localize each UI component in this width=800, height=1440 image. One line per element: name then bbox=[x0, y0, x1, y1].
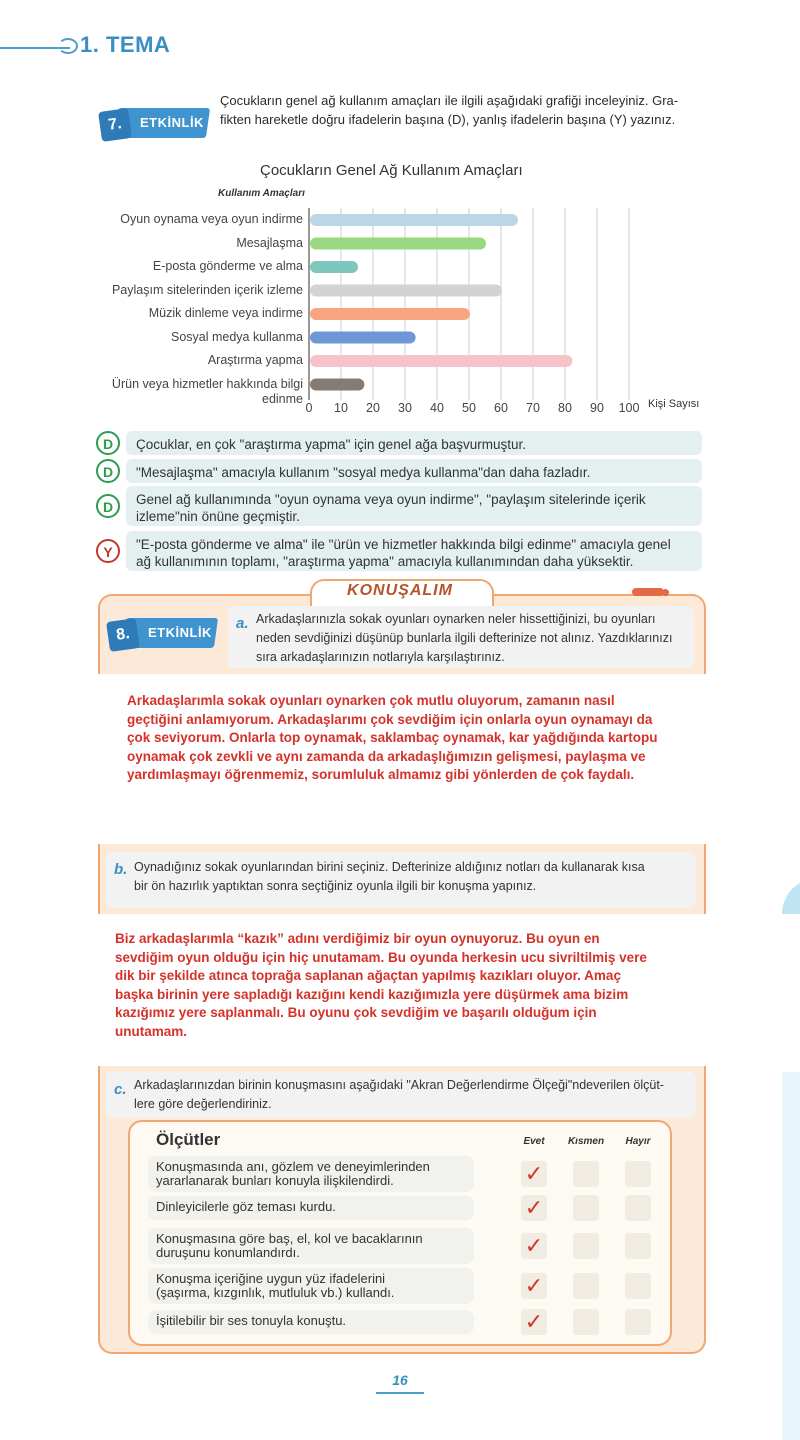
answer-mark: D bbox=[96, 431, 120, 455]
answer-line: unutamam. bbox=[115, 1023, 188, 1039]
statement-line: Çocuklar, en çok "araştırma yapma" için genel ağa başvurmuştur. bbox=[136, 437, 527, 452]
bar bbox=[310, 214, 518, 226]
category-label: Müzik dinleme veya indirme bbox=[148, 306, 303, 320]
instruction-line: fikten hareketle doğru ifadelerin başına (D), yanlış ifadelerin başına (Y) yazınız. bbox=[220, 112, 676, 127]
answer-line: başka birinin yere sapladığı kazığını kendi kazığımızla yere düşürmek ama bizim bbox=[115, 986, 629, 1002]
edge-decoration bbox=[782, 878, 800, 914]
answer-mark: D bbox=[96, 459, 120, 483]
answer-line: dik bir şekilde atınca toprağa saplanan ağaçtan yapılmış kazıkları oluyor. Amaç bbox=[115, 968, 621, 983]
answer-line: oynamak çok zevkli ve aynı zamanda da arkadaşlığımızın gelişmesi, paylaşma ve bbox=[127, 748, 646, 764]
statement-line: ağ kullanımının toplamı, "araştırma yapma" amacıyla kullanımından daha yüksektir. bbox=[136, 554, 634, 569]
statement-box bbox=[126, 486, 702, 526]
bar bbox=[310, 308, 470, 320]
x-tick-label: 60 bbox=[494, 401, 508, 415]
question-line: Arkadaşlarınızla sokak oyunları oynarken neler hissettiğinizi, bu oyunları bbox=[256, 612, 656, 626]
question-letter: a. bbox=[236, 615, 249, 632]
statement-line: izleme"nin önüne geçmiştir. bbox=[136, 509, 300, 524]
question-a-box bbox=[228, 606, 694, 668]
bar bbox=[310, 355, 572, 367]
bar bbox=[310, 379, 364, 391]
x-tick-label: 40 bbox=[430, 401, 444, 415]
x-axis-label: Kişi Sayısı bbox=[648, 398, 700, 410]
rubric-criterion bbox=[148, 1228, 474, 1264]
answer-a bbox=[127, 692, 707, 785]
activity-7-instructions bbox=[220, 91, 710, 129]
column-header-kismen: Kısmen bbox=[567, 1136, 605, 1147]
criterion-line: Konuşma içeriğine uygun yüz ifadelerini bbox=[156, 1271, 386, 1286]
kismen-cell[interactable] bbox=[573, 1233, 599, 1259]
hayir-cell[interactable] bbox=[625, 1233, 651, 1259]
answer-line: kazığımız yere saplanmalı. Bu oyunu çok sevdiğim ve başarılı olduğum için bbox=[115, 1005, 597, 1020]
question-c-box bbox=[106, 1072, 696, 1118]
answer-line: yardımlaşmayı öğrenmemiz, sorumluluk almamız gibi yönlerden de çok faydalı. bbox=[127, 767, 635, 782]
rubric-criterion bbox=[148, 1156, 474, 1192]
activity-label: ETKİNLİK bbox=[148, 625, 212, 640]
bar bbox=[310, 332, 416, 344]
answer-mark: D bbox=[96, 494, 120, 518]
answer-line: Biz arkadaşlarımla “kazık” adını verdiğimiz bir oyun oynuyoruz. Bu oyun en bbox=[115, 931, 600, 946]
question-line: Oynadığınız sokak oyunlarından birini seçiniz. Defterinize aldığınız notları da kullanarak kısa bbox=[134, 860, 645, 874]
konusalim-title: KONUŞALIM bbox=[347, 582, 453, 599]
statement-box bbox=[126, 459, 702, 483]
activity-number: 7. bbox=[98, 108, 132, 142]
chart-title: Çocukların Genel Ağ Kullanım Amaçları bbox=[260, 162, 523, 179]
x-tick-label: 70 bbox=[526, 401, 540, 415]
criterion-line: duruşunu konumlandırdı. bbox=[156, 1245, 300, 1260]
bar bbox=[310, 285, 502, 297]
rubric-criterion bbox=[148, 1268, 474, 1304]
question-line: lere göre değerlendiriniz. bbox=[134, 1097, 272, 1111]
question-line: Arkadaşlarınızdan birinin konuşmasını aşağıdaki "Akran Değerlendirme Ölçeği"ndeverilen ölçüt- bbox=[134, 1078, 664, 1092]
statement-box bbox=[126, 431, 702, 455]
check-icon: ✓ bbox=[524, 1233, 544, 1258]
bar-chart bbox=[300, 200, 720, 420]
x-tick-label: 100 bbox=[618, 401, 640, 415]
category-label: Araştırma yapma bbox=[207, 353, 303, 367]
category-label: Ürün veya hizmetler hakkında bilgi edinme bbox=[111, 376, 303, 406]
criterion-line: Konuşmasına göre baş, el, kol ve bacaklarının bbox=[156, 1231, 423, 1246]
edge-decoration bbox=[782, 1072, 800, 1440]
kismen-cell[interactable] bbox=[573, 1161, 599, 1187]
answer-line: sevdiğim oyun olduğu için hiç unutamam. Bu oyunda herkesin ucu sivriltilmiş vere bbox=[115, 949, 647, 965]
answer-line: Arkadaşlarımla sokak oyunları oynarken çok mutlu oluyorum, zamanın nasıl bbox=[127, 693, 615, 708]
criterion-line: Dinleyicilerle göz teması kurdu. bbox=[156, 1199, 336, 1214]
hayir-cell[interactable] bbox=[625, 1309, 651, 1335]
kismen-cell[interactable] bbox=[573, 1195, 599, 1221]
criterion-line: İşitilebilir bir ses tonuyla konuştu. bbox=[156, 1313, 347, 1328]
pen-icon bbox=[632, 588, 664, 596]
x-tick-label: 10 bbox=[334, 401, 348, 415]
hayir-cell[interactable] bbox=[625, 1273, 651, 1299]
activity-8-badge bbox=[108, 616, 218, 650]
question-line: bir ön hazırlık yaptıktan sonra seçtiğiniz oyunla ilgili bir konuşma yapınız. bbox=[134, 879, 537, 893]
answer-b bbox=[115, 930, 705, 1041]
page-number: 16 bbox=[392, 1372, 408, 1388]
rubric-criterion bbox=[148, 1310, 474, 1334]
category-label: Sosyal medya kullanma bbox=[170, 329, 303, 344]
check-icon: ✓ bbox=[524, 1309, 544, 1334]
activity-7-badge bbox=[100, 106, 210, 140]
x-tick-label: 20 bbox=[366, 401, 380, 415]
activity-label: ETKİNLİK bbox=[140, 115, 204, 130]
criterion-line: Konuşmasında anı, gözlem ve deneyimlerinden bbox=[156, 1159, 430, 1174]
question-letter: b. bbox=[114, 861, 128, 878]
column-header-evet: Evet bbox=[523, 1136, 545, 1147]
x-tick-label: 90 bbox=[590, 401, 604, 415]
criterion-line: yararlanarak bunları konuyla ilişkilendirdi. bbox=[156, 1173, 394, 1188]
criterion-line: (şaşırma, kızgınlık, mutluluk vb.) kullandı. bbox=[156, 1285, 395, 1300]
x-tick-label: 80 bbox=[558, 401, 572, 415]
tema-swirl-decoration bbox=[58, 38, 78, 54]
statement-line: "E-posta gönderme ve alma" ile "ürün ve hizmetler hakkında bilgi edinme" amacıyla genel bbox=[136, 537, 671, 552]
statement-line: "Mesajlaşma" amacıyla kullanım "sosyal medya kullanma"dan daha fazladır. bbox=[136, 465, 591, 480]
statement-line: Genel ağ kullanımında "oyun oynama veya oyun indirme", "paylaşım sitelerinde içerik bbox=[136, 492, 646, 507]
pen-tip-icon bbox=[662, 589, 669, 596]
hayir-cell[interactable] bbox=[625, 1195, 651, 1221]
answer-line: çok seviyorum. Onlarla top oynamak, saklambaç oynamak, kar yağdığında kartopu bbox=[127, 730, 658, 745]
category-label: E-posta gönderme ve alma bbox=[152, 259, 303, 273]
x-tick-label: 50 bbox=[462, 401, 476, 415]
category-label: Mesajlaşma bbox=[236, 235, 303, 250]
check-icon: ✓ bbox=[524, 1161, 544, 1186]
rubric-criterion bbox=[148, 1196, 474, 1220]
y-axis-label: Kullanım Amaçları bbox=[218, 188, 305, 199]
x-tick-label: 30 bbox=[398, 401, 412, 415]
rubric-title: Ölçütler bbox=[156, 1130, 221, 1149]
statement-box bbox=[126, 531, 702, 571]
tema-title: 1. TEMA bbox=[80, 32, 171, 57]
x-tick-label: 0 bbox=[305, 401, 313, 415]
question-line: neden sevdiğinizi düşünüp bunlarla ilgili defterinize not alınız. Yazdıklarınızı bbox=[256, 631, 673, 645]
check-icon: ✓ bbox=[524, 1195, 544, 1220]
kismen-cell[interactable] bbox=[573, 1309, 599, 1335]
category-label: Paylaşım sitelerinden içerik izleme bbox=[111, 282, 303, 297]
question-letter: c. bbox=[114, 1081, 127, 1098]
answer-line: geçtiğini anlamıyorum. Arkadaşlarımı çok sevdiğim için onlarla oyun oynamayı da bbox=[127, 711, 653, 727]
answer-mark: Y bbox=[96, 539, 120, 563]
question-line: sıra arkadaşlarınızın notlarıyla karşılaştırınız. bbox=[256, 650, 505, 664]
bar bbox=[310, 238, 486, 250]
column-header-hayir: Hayır bbox=[625, 1136, 651, 1147]
bar bbox=[310, 261, 358, 273]
instruction-line: Çocukların genel ağ kullanım amaçları ile ilgili aşağıdaki grafiği inceleyiniz. Gra- bbox=[220, 93, 679, 108]
check-icon: ✓ bbox=[524, 1273, 544, 1298]
hayir-cell[interactable] bbox=[625, 1161, 651, 1187]
page-number-underline bbox=[376, 1392, 424, 1394]
category-label: Oyun oynama veya oyun indirme bbox=[120, 212, 303, 226]
question-b-box bbox=[106, 852, 696, 908]
activity-number: 8. bbox=[106, 618, 140, 652]
kismen-cell[interactable] bbox=[573, 1273, 599, 1299]
